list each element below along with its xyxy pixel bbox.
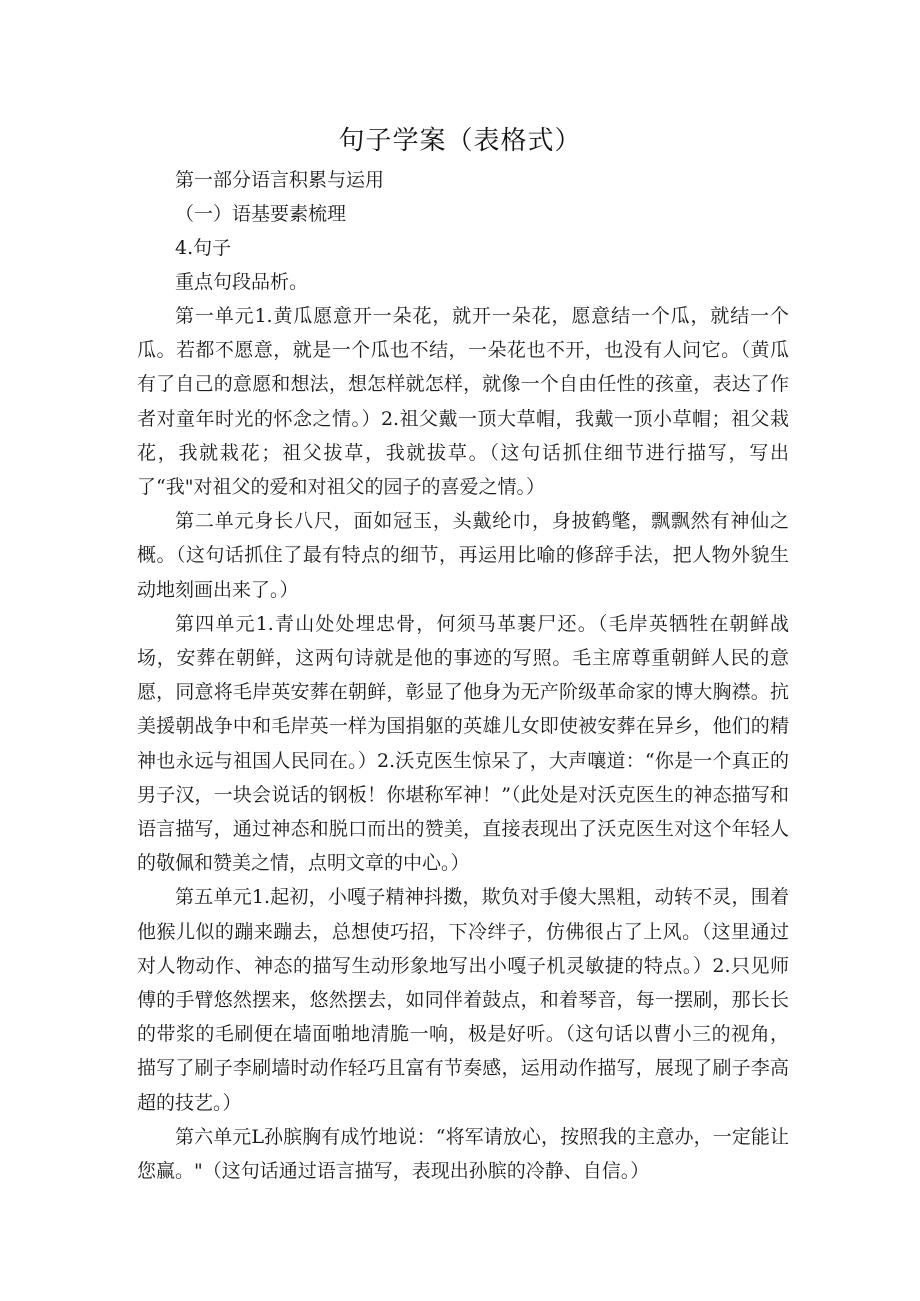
sub-heading: 4.句子 [175, 237, 232, 259]
paragraph-unit-5: 第五单元1.起初，小嘎子精神抖擞，欺负对手傻大黑粗，动转不灵，围着他猴儿似的蹦来蹦去，总想使巧招，下冷绊子，仿佛很占了上风。（这里通过对人物动作、神态的描写生动形象地写出小嘎子机灵敏捷的特点。）2.只见师傅的手臂悠然摆来，悠然摆去，如同伴着鼓点，和着琴音，每一摆刷，那长长的带浆的毛刷便在墙面啪地清脆一响，极是好听。（这句话以曹小三的视角，描写了刷子李刷墙时动作轻巧且富有节奏感，运用动作描写，展现了刷子李高超的技艺。） [137, 886, 789, 1114]
document-title: 句子学案（表格式） [338, 126, 582, 156]
paragraph-unit-4: 第四单元1.青山处处埋忠骨，何须马革裹尸还。（毛岸英牺牲在朝鲜战场，安葬在朝鲜，这两句诗就是他的事迹的写照。毛主席尊重朝鲜人民的意愿，同意将毛岸英安葬在朝鲜，彰显了他身为无产阶级革命家的博大胸襟。抗美援朝战争中和毛岸英一样为国捐躯的英雄儿女即使被安葬在异乡，他们的精神也永远与祖国人民同在。）2.沃克医生惊呆了，大声嚷道：“你是一个真正的男子汉，一块会说话的钢板！你堪称军神！”（此处是对沃克医生的神态描写和语言描写，通过神态和脱口而出的赞美，直接表现出了沃克医生对这个年轻人的敬佩和赞美之情，点明文章的中心。） [137, 612, 789, 875]
paragraph-unit-2: 第二单元身长八尺，面如冠玉，头戴纶巾，身披鹤氅，飘飘然有神仙之概。（这句话抓住了最有特点的细节，再运用比喻的修辞手法，把人物外貌生动地刻画出来了。） [137, 510, 789, 601]
paragraph-unit-1: 第一单元1.黄瓜愿意开一朵花，就开一朵花，愿意结一个瓜，就结一个瓜。若都不愿意，就是一个瓜也不结，一朵花也不开，也没有人问它。（黄瓜有了自己的意愿和想法，想怎样就怎样，就像一个自由任性的孩童，表达了作者对童年时光的怀念之情。）2.祖父戴一顶大草帽，我戴一顶小草帽；祖父栽花，我就栽花；祖父拔草，我就拔草。（这句话抓住细节进行描写，写出了“我"对祖父的爱和对祖父的园子的喜爱之情。） [137, 305, 789, 499]
paragraph-unit-6: 第六单元L孙膑胸有成竹地说：“将军请放心，按照我的主意办，一定能让您赢。"（这句话通过语言描写，表现出孙膑的冷静、自信。） [137, 1125, 789, 1183]
part-heading: 第一部分语言积累与运用 [175, 169, 385, 191]
intro-line: 重点句段品析。 [175, 271, 309, 293]
section-heading: （一）语基要素梳理 [175, 203, 347, 225]
document-body [137, 163, 789, 1188]
